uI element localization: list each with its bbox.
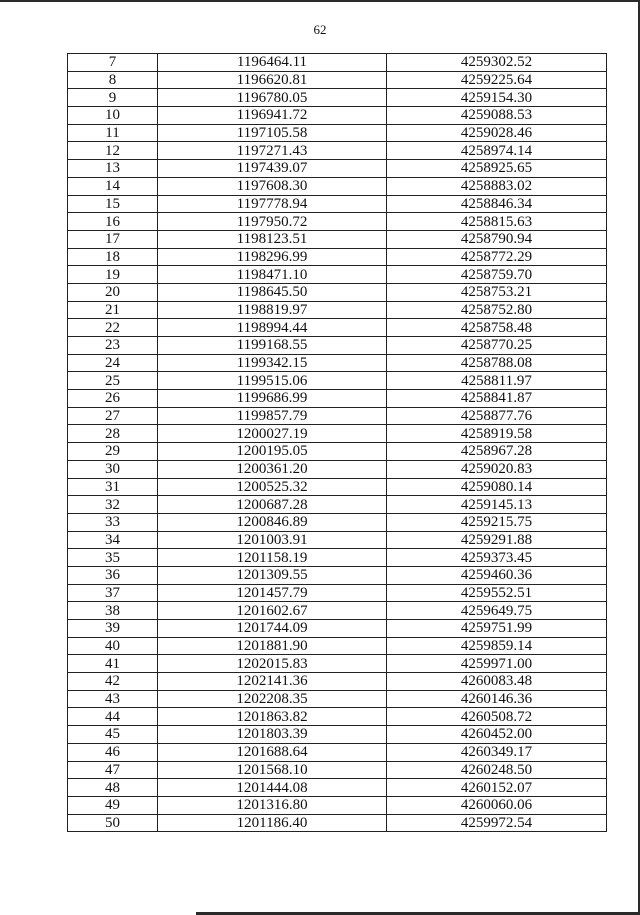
point-number-cell: 45 xyxy=(68,726,158,744)
table-row xyxy=(68,195,607,213)
y-coordinate-cell: 4258919.58 xyxy=(387,425,607,443)
table-row xyxy=(68,743,607,761)
point-number-cell: 38 xyxy=(68,602,158,620)
table-row xyxy=(68,620,607,638)
y-coordinate-cell: 4258772.29 xyxy=(387,248,607,266)
x-coordinate-cell: 1196464.11 xyxy=(158,54,387,72)
point-number-cell: 28 xyxy=(68,425,158,443)
coordinates-table xyxy=(67,53,607,832)
x-coordinate-cell: 1202208.35 xyxy=(158,690,387,708)
table-row xyxy=(68,708,607,726)
y-coordinate-cell: 4258967.28 xyxy=(387,443,607,461)
y-coordinate-cell: 4259145.13 xyxy=(387,496,607,514)
table-row xyxy=(68,89,607,107)
y-coordinate-cell: 4258770.25 xyxy=(387,337,607,355)
x-coordinate-cell: 1201803.39 xyxy=(158,726,387,744)
table-row xyxy=(68,213,607,231)
point-number-cell: 48 xyxy=(68,779,158,797)
table-row xyxy=(68,513,607,531)
y-coordinate-cell: 4259971.00 xyxy=(387,655,607,673)
x-coordinate-cell: 1200027.19 xyxy=(158,425,387,443)
table-row xyxy=(68,319,607,337)
x-coordinate-cell: 1197271.43 xyxy=(158,142,387,160)
table-row xyxy=(68,177,607,195)
point-number-cell: 14 xyxy=(68,177,158,195)
table-row xyxy=(68,142,607,160)
table-row xyxy=(68,460,607,478)
table-row xyxy=(68,673,607,691)
point-number-cell: 33 xyxy=(68,513,158,531)
table-row xyxy=(68,301,607,319)
table-row xyxy=(68,407,607,425)
point-number-cell: 21 xyxy=(68,301,158,319)
point-number-cell: 43 xyxy=(68,690,158,708)
y-coordinate-cell: 4259460.36 xyxy=(387,566,607,584)
point-number-cell: 7 xyxy=(68,54,158,72)
table-row xyxy=(68,566,607,584)
table-row xyxy=(68,372,607,390)
x-coordinate-cell: 1199168.55 xyxy=(158,337,387,355)
point-number-cell: 46 xyxy=(68,743,158,761)
point-number-cell: 22 xyxy=(68,319,158,337)
point-number-cell: 17 xyxy=(68,230,158,248)
point-number-cell: 40 xyxy=(68,637,158,655)
y-coordinate-cell: 4259225.64 xyxy=(387,71,607,89)
point-number-cell: 20 xyxy=(68,283,158,301)
point-number-cell: 42 xyxy=(68,673,158,691)
table-row xyxy=(68,531,607,549)
x-coordinate-cell: 1201316.80 xyxy=(158,796,387,814)
point-number-cell: 23 xyxy=(68,337,158,355)
table-row xyxy=(68,690,607,708)
table-row xyxy=(68,248,607,266)
y-coordinate-cell: 4260083.48 xyxy=(387,673,607,691)
x-coordinate-cell: 1201863.82 xyxy=(158,708,387,726)
y-coordinate-cell: 4259020.83 xyxy=(387,460,607,478)
point-number-cell: 25 xyxy=(68,372,158,390)
table-row xyxy=(68,390,607,408)
point-number-cell: 36 xyxy=(68,566,158,584)
x-coordinate-cell: 1201457.79 xyxy=(158,584,387,602)
y-coordinate-cell: 4259302.52 xyxy=(387,54,607,72)
y-coordinate-cell: 4260152.07 xyxy=(387,779,607,797)
table-row xyxy=(68,160,607,178)
point-number-cell: 10 xyxy=(68,107,158,125)
table-row xyxy=(68,655,607,673)
x-coordinate-cell: 1201568.10 xyxy=(158,761,387,779)
y-coordinate-cell: 4258841.87 xyxy=(387,390,607,408)
x-coordinate-cell: 1201602.67 xyxy=(158,602,387,620)
table-row xyxy=(68,124,607,142)
y-coordinate-cell: 4259154.30 xyxy=(387,89,607,107)
x-coordinate-cell: 1198296.99 xyxy=(158,248,387,266)
table-row xyxy=(68,814,607,832)
y-coordinate-cell: 4258877.76 xyxy=(387,407,607,425)
x-coordinate-cell: 1197950.72 xyxy=(158,213,387,231)
table-row xyxy=(68,266,607,284)
x-coordinate-cell: 1196780.05 xyxy=(158,89,387,107)
y-coordinate-cell: 4258752.80 xyxy=(387,301,607,319)
y-coordinate-cell: 4259649.75 xyxy=(387,602,607,620)
x-coordinate-cell: 1199857.79 xyxy=(158,407,387,425)
point-number-cell: 16 xyxy=(68,213,158,231)
x-coordinate-cell: 1198123.51 xyxy=(158,230,387,248)
table-row xyxy=(68,54,607,72)
point-number-cell: 34 xyxy=(68,531,158,549)
point-number-cell: 44 xyxy=(68,708,158,726)
table-row xyxy=(68,761,607,779)
x-coordinate-cell: 1200846.89 xyxy=(158,513,387,531)
y-coordinate-cell: 4259291.88 xyxy=(387,531,607,549)
y-coordinate-cell: 4258846.34 xyxy=(387,195,607,213)
table-row xyxy=(68,779,607,797)
y-coordinate-cell: 4258788.08 xyxy=(387,354,607,372)
y-coordinate-cell: 4260248.50 xyxy=(387,761,607,779)
x-coordinate-cell: 1197439.07 xyxy=(158,160,387,178)
x-coordinate-cell: 1201881.90 xyxy=(158,637,387,655)
x-coordinate-cell: 1197608.30 xyxy=(158,177,387,195)
y-coordinate-cell: 4259215.75 xyxy=(387,513,607,531)
y-coordinate-cell: 4259552.51 xyxy=(387,584,607,602)
y-coordinate-cell: 4259859.14 xyxy=(387,637,607,655)
table-row xyxy=(68,71,607,89)
table-row xyxy=(68,602,607,620)
x-coordinate-cell: 1199515.06 xyxy=(158,372,387,390)
point-number-cell: 35 xyxy=(68,549,158,567)
y-coordinate-cell: 4260060.06 xyxy=(387,796,607,814)
y-coordinate-cell: 4259080.14 xyxy=(387,478,607,496)
point-number-cell: 30 xyxy=(68,460,158,478)
x-coordinate-cell: 1201744.09 xyxy=(158,620,387,638)
table-row xyxy=(68,637,607,655)
table-row xyxy=(68,337,607,355)
x-coordinate-cell: 1198994.44 xyxy=(158,319,387,337)
y-coordinate-cell: 4258974.14 xyxy=(387,142,607,160)
table-row xyxy=(68,354,607,372)
point-number-cell: 12 xyxy=(68,142,158,160)
point-number-cell: 13 xyxy=(68,160,158,178)
y-coordinate-cell: 4259972.54 xyxy=(387,814,607,832)
x-coordinate-cell: 1200525.32 xyxy=(158,478,387,496)
x-coordinate-cell: 1200361.20 xyxy=(158,460,387,478)
point-number-cell: 37 xyxy=(68,584,158,602)
y-coordinate-cell: 4258758.48 xyxy=(387,319,607,337)
y-coordinate-cell: 4258883.02 xyxy=(387,177,607,195)
point-number-cell: 27 xyxy=(68,407,158,425)
y-coordinate-cell: 4258925.65 xyxy=(387,160,607,178)
y-coordinate-cell: 4260452.00 xyxy=(387,726,607,744)
x-coordinate-cell: 1201688.64 xyxy=(158,743,387,761)
x-coordinate-cell: 1196941.72 xyxy=(158,107,387,125)
y-coordinate-cell: 4260146.36 xyxy=(387,690,607,708)
point-number-cell: 29 xyxy=(68,443,158,461)
table-row xyxy=(68,443,607,461)
y-coordinate-cell: 4258759.70 xyxy=(387,266,607,284)
point-number-cell: 32 xyxy=(68,496,158,514)
point-number-cell: 41 xyxy=(68,655,158,673)
y-coordinate-cell: 4259028.46 xyxy=(387,124,607,142)
table-row xyxy=(68,796,607,814)
point-number-cell: 26 xyxy=(68,390,158,408)
x-coordinate-cell: 1198645.50 xyxy=(158,283,387,301)
y-coordinate-cell: 4258815.63 xyxy=(387,213,607,231)
y-coordinate-cell: 4258811.97 xyxy=(387,372,607,390)
x-coordinate-cell: 1201444.08 xyxy=(158,779,387,797)
point-number-cell: 50 xyxy=(68,814,158,832)
x-coordinate-cell: 1199342.15 xyxy=(158,354,387,372)
point-number-cell: 24 xyxy=(68,354,158,372)
table-row xyxy=(68,726,607,744)
y-coordinate-cell: 4260349.17 xyxy=(387,743,607,761)
point-number-cell: 18 xyxy=(68,248,158,266)
x-coordinate-cell: 1197105.58 xyxy=(158,124,387,142)
x-coordinate-cell: 1197778.94 xyxy=(158,195,387,213)
point-number-cell: 19 xyxy=(68,266,158,284)
y-coordinate-cell: 4259373.45 xyxy=(387,549,607,567)
y-coordinate-cell: 4259751.99 xyxy=(387,620,607,638)
page-number: 62 xyxy=(313,22,327,37)
x-coordinate-cell: 1202015.83 xyxy=(158,655,387,673)
x-coordinate-cell: 1198819.97 xyxy=(158,301,387,319)
point-number-cell: 47 xyxy=(68,761,158,779)
x-coordinate-cell: 1196620.81 xyxy=(158,71,387,89)
table-row xyxy=(68,584,607,602)
y-coordinate-cell: 4258790.94 xyxy=(387,230,607,248)
table-row xyxy=(68,496,607,514)
x-coordinate-cell: 1201158.19 xyxy=(158,549,387,567)
table-row xyxy=(68,283,607,301)
x-coordinate-cell: 1200687.28 xyxy=(158,496,387,514)
x-coordinate-cell: 1202141.36 xyxy=(158,673,387,691)
y-coordinate-cell: 4260508.72 xyxy=(387,708,607,726)
point-number-cell: 39 xyxy=(68,620,158,638)
x-coordinate-cell: 1201003.91 xyxy=(158,531,387,549)
point-number-cell: 8 xyxy=(68,71,158,89)
x-coordinate-cell: 1199686.99 xyxy=(158,390,387,408)
x-coordinate-cell: 1201186.40 xyxy=(158,814,387,832)
y-coordinate-cell: 4259088.53 xyxy=(387,107,607,125)
table-row xyxy=(68,549,607,567)
table-row xyxy=(68,478,607,496)
point-number-cell: 49 xyxy=(68,796,158,814)
x-coordinate-cell: 1198471.10 xyxy=(158,266,387,284)
coordinates-table-body xyxy=(68,54,607,832)
point-number-cell: 31 xyxy=(68,478,158,496)
table-row xyxy=(68,107,607,125)
x-coordinate-cell: 1201309.55 xyxy=(158,566,387,584)
x-coordinate-cell: 1200195.05 xyxy=(158,443,387,461)
point-number-cell: 15 xyxy=(68,195,158,213)
scan-edge-top xyxy=(0,0,640,2)
table-row xyxy=(68,230,607,248)
point-number-cell: 11 xyxy=(68,124,158,142)
point-number-cell: 9 xyxy=(68,89,158,107)
table-row xyxy=(68,425,607,443)
y-coordinate-cell: 4258753.21 xyxy=(387,283,607,301)
